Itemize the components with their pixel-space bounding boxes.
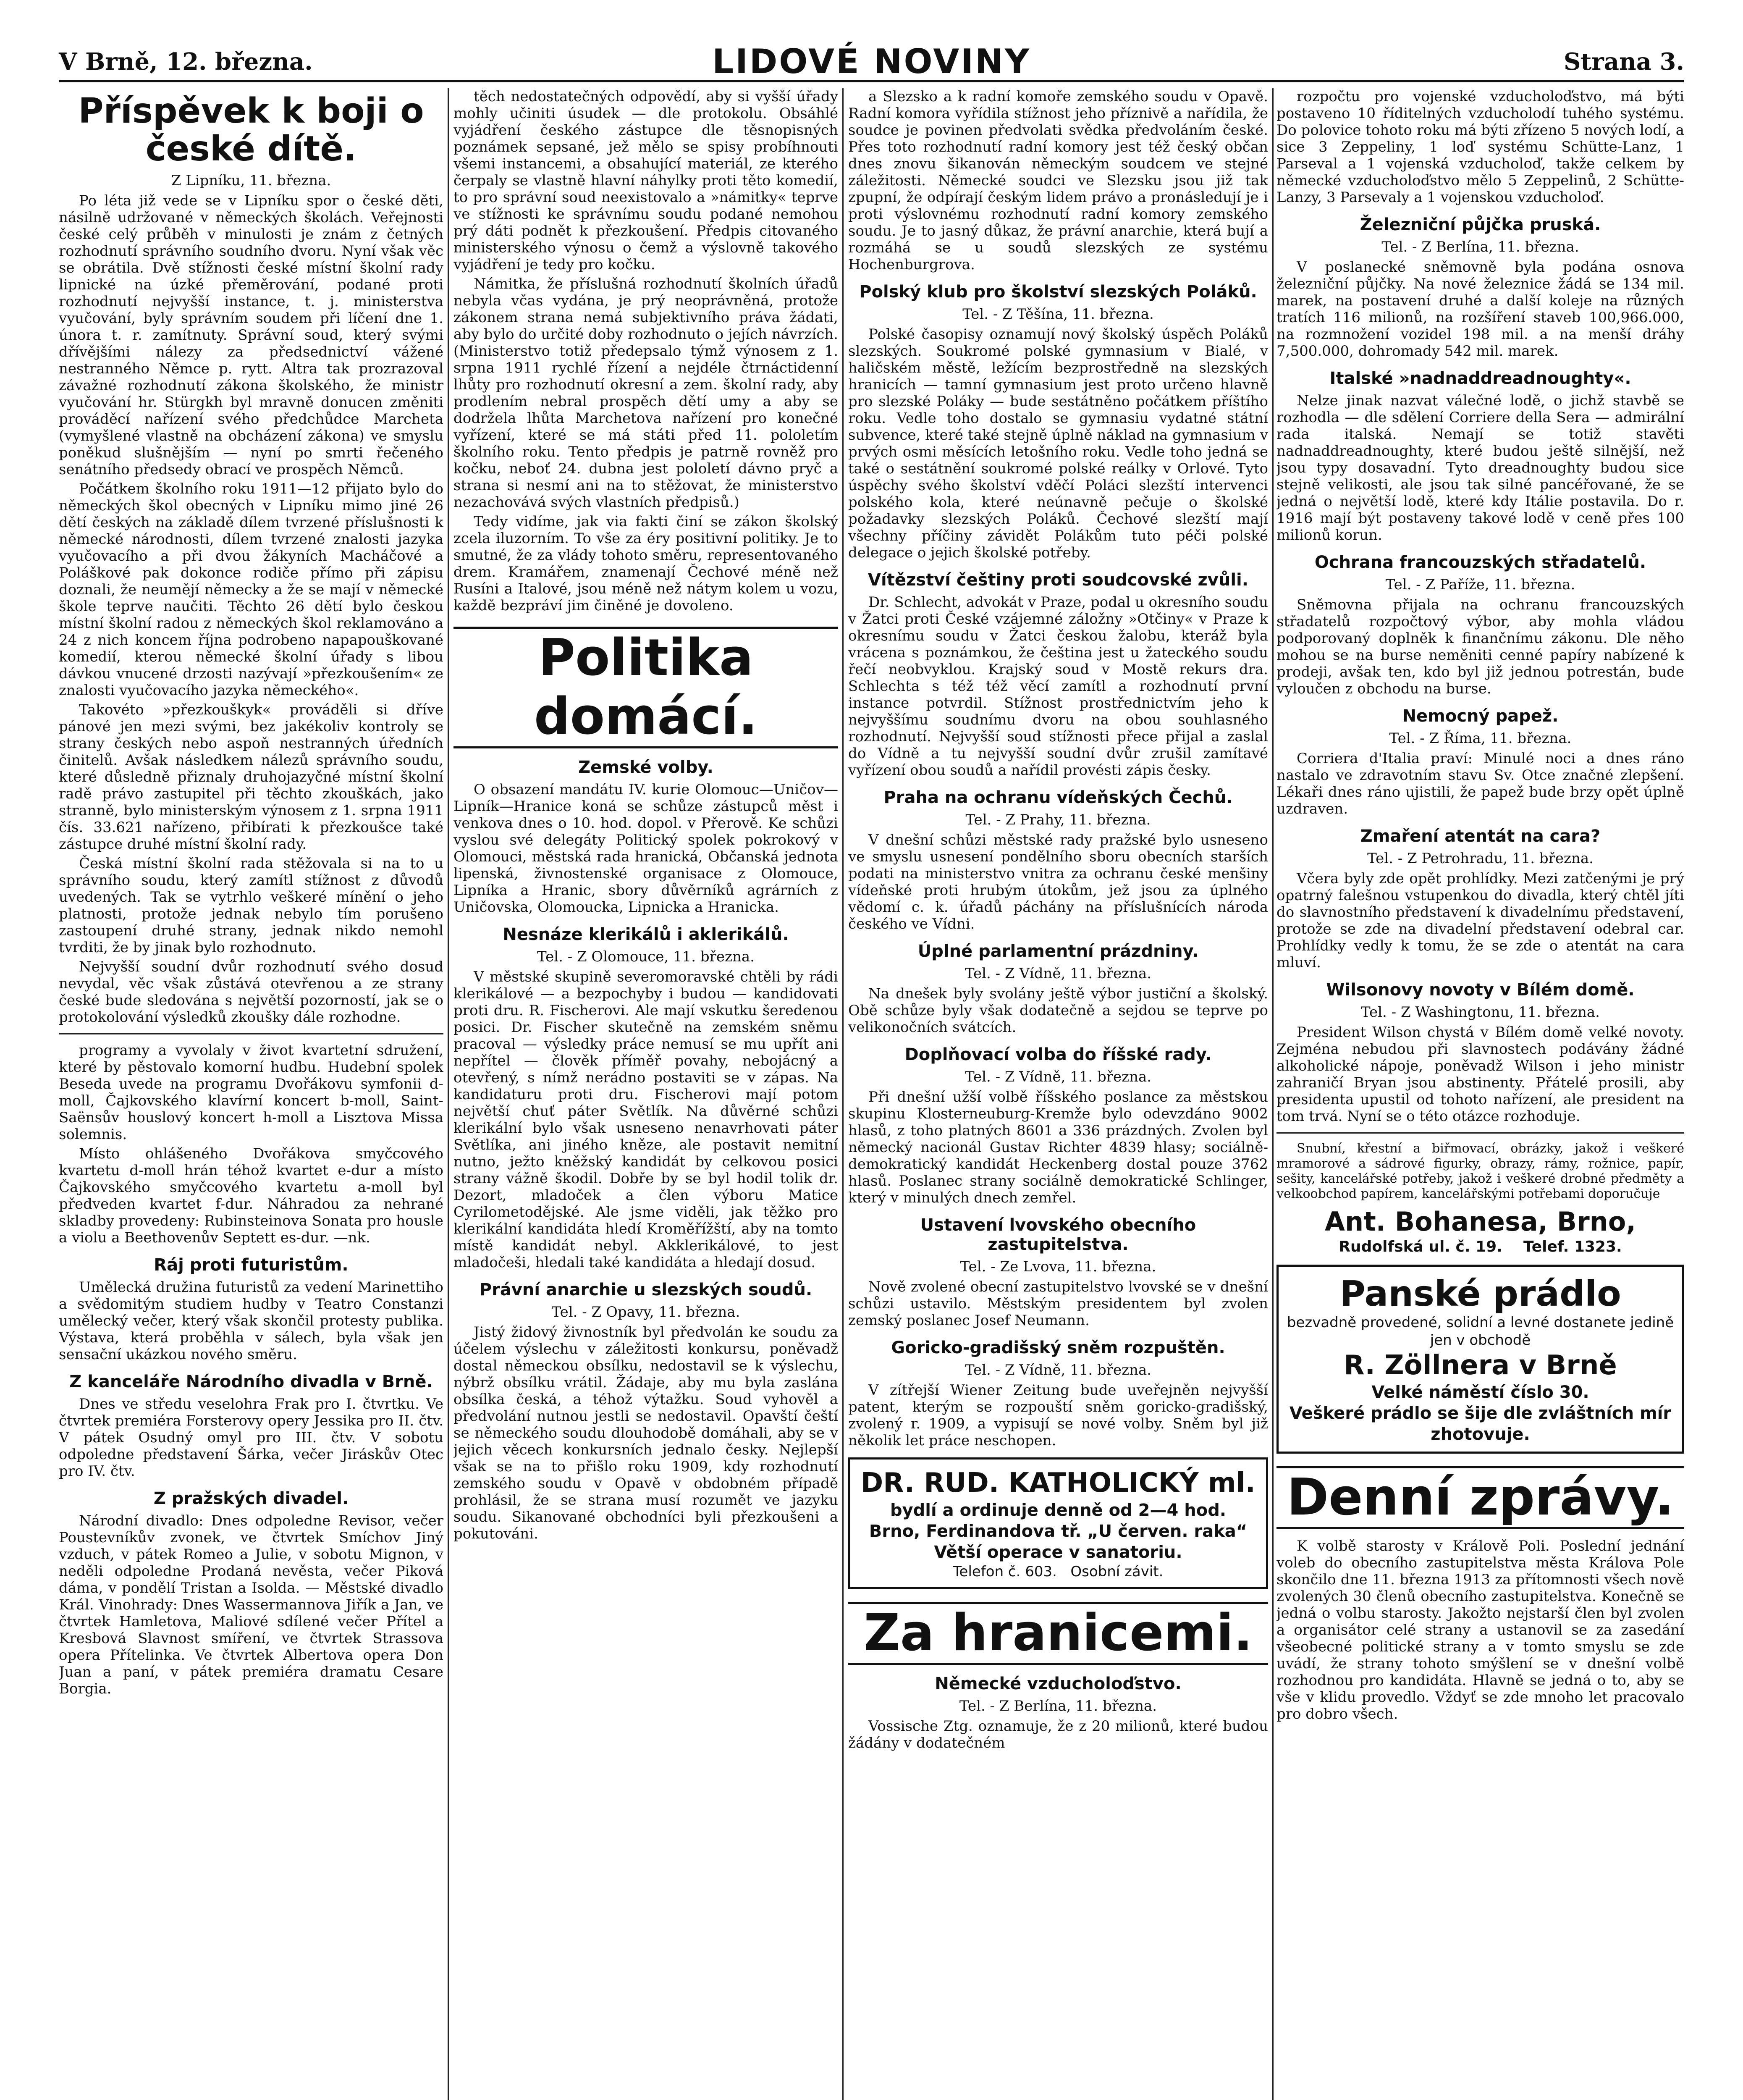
column-4	[1276, 88, 1684, 2100]
article-body	[848, 1382, 1268, 1449]
paragraph: rozpočtu pro vojenské vzducholoďstvo, má býti postaveno 10 říditelných vzducholodí tuhého systému. Do polovice tohoto roku má býti zřízeno 5 nových lodí, a sice 3 Zeppeliny, 1 loď systému Schütte-Lanz, 1 Parseval a 1 vojenská vzducholoď, takže celkem by německé vzducholoďstvo mělo 5 Zeppelinů, 2 Schütte-Lanzy, 3 Parsevaly a 1 vojenskou vzducholoď.	[1276, 88, 1684, 206]
ad-note: Veškeré prádlo se šije dle zvláštních mír zhotovuje.	[1289, 1404, 1672, 1444]
article-headline: Zmaření atentát na cara?	[1360, 827, 1601, 846]
article-dateline: Tel. - Z Těšína, 11. března.	[962, 306, 1154, 323]
article-dateline: Tel. - Z Petrohradu, 11. března.	[1367, 850, 1594, 867]
article-dateline: Tel. - Z Paříže, 11. března.	[1385, 576, 1575, 593]
masthead-title: LIDOVÉ NOVINY	[712, 42, 1031, 81]
article-body	[1276, 1024, 1684, 1125]
column-rule	[842, 88, 844, 2100]
article-body	[848, 1278, 1268, 1329]
article-headline: Praha na ochranu vídeňských Čechů.	[883, 788, 1233, 807]
paragraph: a Slezsko a k radní komoře zemského soudu v Opavě. Radní komora vyřídila stížnost jeho příznivě a nařídila, že soudce je povinen předvolati svědka předvoláním české. Přes toto rozhodnutí radní komory jest též český občan dnes znovu šikanován německým soudcem ve stejné záležitosti. Německé soudci ve Slezsku jsou již tak zpupní, že odpírají českým lidem právo a pronásledují je i proti výslovnému rozhodnutí radní komory zemského soudu. Je to jasný důkaz, že právní anarchie, která bují a rozmáhá se u soudů slezských ze systému Hochenburgrova.	[848, 88, 1268, 273]
article-headline: Nemocný papež.	[1402, 706, 1559, 726]
article-body	[1276, 870, 1684, 971]
article-body	[59, 1396, 443, 1480]
paragraph: V dnešní schůzi městské rady pražské bylo usneseno ve smyslu usnesení pondělního sboru obecních starších podati na ministerstvo vnitra za ochranu české menšiny vídeňské proti hrubým útokům, jež jsou za úplného vědomí c. k. úřadů páchány na příslušnících národa českého ve Vídni.	[848, 832, 1268, 932]
ad-phone: Telef. 1323.	[1523, 1238, 1622, 1255]
article-body	[59, 1279, 443, 1363]
ad-text: Snubní, křestní a biřmovací, obrázky, jakož i veškeré mramorové a sádrové figurky, obrazy, rámy, rožnice, papír, sešity, kancelářské potřeby, jakož i veškeré drobné předměty a velkoobchod papírem, kancelářskými potřebami doporučuje	[1276, 1141, 1684, 1201]
paragraph: V poslanecké sněmovně byla podána osnova železniční půjčky. Na nové železnice žádá se 134 mil. marek, na postavení druhé a další koleje na různých tratích 116 milionů, na rozšíření staveb 100,966.000, na rozmnožení vozidel 198 mil. a na menší dráhy 7,500.000, dohromady 542 mil. marek.	[1276, 259, 1684, 360]
paragraph: Nelze jinak nazvat válečné lodě, o jichž stavbě se rozhodla — dle sdělení Corriere della Sera — admirální rada italská. Nemají se totiž stavěti nadnaddreadnoughty, které budou ještě silnější, než jsou typy dosavadní. Tyto dreadnoughty budou sice stejně velikosti, ale jsou tak silné pancéřované, že se jedná o největší lodě, které kdy Itálie postavila. Do r. 1916 mají být postaveny takové lodě v ceně přes 100 milionů korun.	[1276, 392, 1684, 543]
paragraph: Corriera d'Italia praví: Minulé noci a dnes ráno nastalo ve zdravotním stavu Sv. Otce značné zlepšení. Lékaři dnes ráno ujistili, že papež bude brzy opět úplně uzdraven.	[1276, 750, 1684, 817]
paragraph: Včera byly zde opět prohlídky. Mezi zatčenými je prý opatrný falešnou vstupenkou do divadla, který chtěl jíti do slavnostního představení k divadelnímu představení, protože se zde na divadelní představení odebral car. Prohlídky vedly k tomu, že se zde o atentát na cara mluví.	[1276, 870, 1684, 971]
article-headline: Ustavení lvovského obecního zastupitelstva.	[920, 1215, 1196, 1254]
paragraph: V městské skupině severomoravské chtěli by rádi klerikálové — a bezpochyby i budou — kandidovati proti dru. R. Fischerovi. Ale mají vskutku šeredenou posici. Dr. Fischer skutečně na zemském sněmu pracoval — výsledky práce nemusí se mu upřít ani nepřítel — člověk příměř povahy, nebojácný a otevřený, s nímž nerádno postaviti se v zápas. Na kandidaturu proti dru. Fischerovi mají potom největší chuť páter Světlík. Na důvěrné schůzi klerikální bylo však usneseno nenavrhovati páter Světlíka, ani jiného kněze, ale postavit nemitní nutno, ježto kněžský kandidát by celkovou posici strany vážně škodil. Dobře by se byl hodil tolik dr. Dezort, mladoček a člen výboru Matice Cyrilometodějské. Ale jsme viděli, jak těžko pro klerikální kandidáta hledí Kroměřížští, aby na tomto místě kandidát nebyl. Akklerikálové, to jest mladočeši, hledali také kandidáta a hledají dosud.	[453, 969, 838, 1271]
article-body	[848, 326, 1268, 561]
column-rule	[1272, 88, 1274, 2100]
paragraph: Po léta již vede se v Lipníku spor o české děti, násilně udržované v německých školách. Veřejnosti české celý průběh v minulosti je znám z četných rozhodnutí správního soudního dvoru. Nyní však věc se obrátila. Dvě stížnosti české místní školní rady lipnické na úzké přeměrování, podané proti rozhodnutí nejvyšší instance, t. j. ministerstva vyučování, byly správním soudem při líčení dne 1. února t. r. zamítnuty. Správní soud, který svými dřívějšími nálezy za předsednictví vážené nestranného Němce p. rytt. Altra tak prozrazoval závažné rozhodnutí zákona školského, že ministr vyučování hr. Stürgkh byl mravně donucen změniti prováděcí nařízení svého předchůdce Marcheta (vymyšlené vlastně na obcházení zákona) ve smyslu poněkud slušnějším — nyní po smrti řečeného senátního předsedy obrací ve prospěch Němců.	[59, 192, 443, 478]
article-body	[848, 832, 1268, 932]
article-body	[1276, 259, 1684, 360]
article-body	[848, 594, 1268, 779]
article-body	[1276, 1538, 1684, 1722]
article-dateline: Tel. - Z Říma, 11. března.	[1389, 730, 1572, 747]
article-dateline: Tel. - Z Vídně, 11. března.	[965, 1068, 1152, 1085]
linen-advertisement	[1276, 1265, 1684, 1454]
paragraph: Vossische Ztg. oznamuje, že z 20 milionů, které budou žádány v dodatečném	[848, 1718, 1268, 1751]
article-body	[848, 1089, 1268, 1206]
article-dateline: Tel. - Z Vídně, 11. března.	[965, 965, 1152, 982]
ad-address: Rudolfská ul. č. 19.	[1339, 1238, 1502, 1255]
stationery-ad-firm	[1276, 1206, 1684, 1256]
article-headline: Goricko-gradišský sněm rozpuštěn.	[891, 1338, 1225, 1357]
column-rule	[448, 88, 449, 2100]
article-dateline: Tel. - Z Vídně, 11. března.	[965, 1362, 1152, 1378]
ad-firm-name: R. Zöllnera v Brně	[1344, 1350, 1617, 1381]
article-headline: Wilsonovy novoty v Bílém domě.	[1326, 980, 1635, 1000]
article-dateline: Tel. - Z Prahy, 11. března.	[965, 811, 1151, 828]
ad-title: Panské prádlo	[1339, 1273, 1621, 1314]
ad-address-line	[1276, 1238, 1684, 1256]
article-body	[453, 781, 838, 916]
paragraph: President Wilson chystá v Bílém domě velké novoty. Zejména nebudou při slavnostech podávány žádné alkoholické nápoje, poněvadž Wilson i jeho ministr zahraničí Bryan jsou abstinenty. Přátelé prosili, aby presidenta upustil od tohoto nařízení, ale president na tom trvá. Nyní se o této otázce rozhoduje.	[1276, 1024, 1684, 1125]
paragraph: Sněmovna přijala na ochranu francouzských střadatelů rozpočtový výbor, aby mohla vládou podporovaný doplněk k finančnímu zákonu. Dle něho mohou se na burse neměniti cenné papíry nabízené k prodeji, avšak ten, kdo byl již jednou potrestán, bude vyloučen z obchodu na burse.	[1276, 596, 1684, 697]
article-headline: Italské »nadnaddreadnoughty«.	[1329, 369, 1631, 388]
article-body	[453, 969, 838, 1271]
paragraph: Česká místní školní rada stěžovala si na to u správního soudu, který zamítl stížnost z důvodů uvedených. Tak se vytrhlo veškeré mínění o jeho platnosti, protože jednak nebylo tím porušeno zastoupení druhé strany, jednak nikdo nemohl tvrditi, že by jinak bylo rozhodnuto.	[59, 855, 443, 956]
paragraph: Umělecká družina futuristů za vedení Marinettiho a svědomitým studiem hudby v Teatro Constanzi umělecký večer, který však skončil protesty publika. Výstava, která proběhla v sálech, byla však jen sensační ukázkou nového směru.	[59, 1279, 443, 1363]
article-headline: Právní anarchie u slezských soudů.	[479, 1280, 813, 1299]
ad-line	[857, 1563, 1259, 1580]
article-headline: Ráj proti futuristům.	[154, 1255, 349, 1275]
article-headline: Příspěvek k boji o české dítě.	[78, 91, 424, 169]
ad-address: Velké náměstí číslo 30.	[1371, 1383, 1589, 1402]
section-title: Denní zprávy.	[1276, 1466, 1684, 1529]
article-dateline: Tel. - Z Olomouce, 11. března.	[537, 948, 755, 965]
paragraph: těch nedostatečných odpovědí, aby si vyšší úřady mohly učiniti úsudek — dle protokolu. Obsáhlé vyjádření českého zástupce dle těsnopisných poznámek sepsané, jež mělo se spisy probíhnouti všemi instancemi, a obsahující materiál, ze kterého čerpaly se vlastně hlavní náhylky proti těto komedií, to pro správní soud neexistovalo a »námitky« teprve ve stížnosti ke správnímu soudu podané nemohou prý dáti podnět k přezkoušení. Předpis citovaného ministerského výnosu o čemž a výslovně takového vyjádření je tedy pro kočku.	[453, 88, 838, 273]
ad-line: Větší operace v sanatoriu.	[934, 1543, 1182, 1562]
page-header	[59, 42, 1684, 82]
paragraph: programy a vyvolaly v život kvartetní sdružení, které by pěstovalo komorní hudbu. Hudební spolek Beseda uvede na programu Dvořákovu symfonii d-moll, Čajkovského klavírní koncert b-moll, Saint-Saënsův houslový koncert h-moll a Lisztova Missa solemnis.	[59, 1042, 443, 1143]
article-headline: Nesnáze klerikálů i aklerikálů.	[503, 925, 789, 944]
article-headline: Z pražských divadel.	[153, 1489, 349, 1508]
ad-title: DR. RUD. KATHOLICKÝ ml.	[861, 1467, 1255, 1499]
section-title: Za hranicemi.	[848, 1602, 1268, 1665]
paragraph: O obsazení mandátu IV. kurie Olomouc—Uničov—Lipník—Hranice koná se schůze zástupců měst i venkova dnes o 10. hod. dopol. v Přerově. Ke schůzi vyslou své delegáty Politický spolek pokrokový v Olomouci, městská rada hranická, Občanská jednota lipenská, živnostenské organisace z Olomouce, Lipníka a Hranic, sbory důvěrníků agrárních z Uničovska, Olomoucka, Lipnicka a Hranicka.	[453, 781, 838, 916]
article-dateline: Tel. - Ze Lvova, 11. března.	[960, 1258, 1156, 1275]
paragraph: Počátkem školního roku 1911—12 přijato bylo do německých škol obecných v Lipníku mimo jiné 26 dětí českých na základě dílem tvrzené příslušnosti k německé národnosti, dílem tvrzené znalosti jazyka vyučovacího a při dvou žákyních Macháčové a Poláškové pak dokonce rodiče přímo při zápisu doznali, že neumějí německy a že se mají v německé škole teprve naučiti. Těchto 26 dětí bylo českou místní školní radou z německých škol reklamováno a 24 z nich koncem října podrobeno napapouškované komedií, kterou německé školní úřady s libou dávkou vnucené drzosti nazývají »přezkoušením« ze znalosti vyučovacího jazyka německého«.	[59, 480, 443, 699]
section-divider	[59, 1033, 443, 1034]
article-body	[848, 985, 1268, 1036]
paragraph: Dr. Schlecht, advokát v Praze, podal u okresního soudu v Žatci proti České vzájemné záložny »Otčiny« v Praze k okresnímu soudu v Žatci českou žalobu, kteráž byla vrácena s poznámkou, že čeština jest u žateckého soudu řečí neobvyklou. Krajský soud v Mostě rekurs dra. Schlechta s též též věcí zamítl a rozhodnutí první instance potvrdil. Stížnost prostřednictvím jeho k nejvyššímu soudnímu dvoru na obou souhlasného rozhodnutí. Nejvyšší soud stížnosti přece přijal a zaslal do Vídně a tu nejvyšší soudní dvůr zrušil zamítavé vyřízení obou soudů a nařídil provésti zápis česky.	[848, 594, 1268, 779]
column-3	[848, 88, 1268, 2100]
paragraph: Takovéto »přezkouškyk« prováděli si dříve pánové jen mezi svými, bez jakékoliv kontroly se strany českých nebo aspoň nestranných úředních činitelů. Avšak následkem nálezů správního soudu, které důsledně přiznaly druhojazyčné místní školní radě právo zastupitel při těchto zkouškách, jako stranně, bylo ministerským výnosem z 1. srpna 1911 čís. 33.621 nařízeno, přibírati k přezkoušce také zástupce druhé místní školní rady.	[59, 701, 443, 853]
paragraph: Nově zvolené obecní zastupitelstvo lvovské se v dnešní schůzi ustavilo. Městským presidentem byl zvolen zemský poslanec Josef Neumann.	[848, 1278, 1268, 1329]
ad-firm-name: Ant. Bohanesa, Brno,	[1325, 1206, 1636, 1237]
paragraph: K volbě starosty v Králově Poli. Poslední jednání voleb do obecního zastupitelstva města Králova Pole skončilo dne 11. března 1913 za přítomnosti všech nově zvolených 30 členů obecního zastupitelstva. Konečně se jedná o volbu starosty. Jakožto nejstarší člen byl zvolen a organisátor celé strany a ustanovil se za zasedání všeobecné politické strany a v tomto smyslu se zde uvádí, že strany tohoto smýšlení se v dnešní volbě rozhodnou pro kandidáta. Hlavně se jedná o to, aby se vše v klidu provedlo. Vždyť se zde mnoho let pracovalo pro dobro všech.	[1276, 1538, 1684, 1722]
section-divider	[1276, 1132, 1684, 1134]
doctor-advertisement	[848, 1457, 1268, 1589]
issue-date: V Brně, 12. března.	[59, 48, 313, 76]
article-body	[1276, 596, 1684, 697]
article-body	[1276, 750, 1684, 817]
article-body	[453, 1324, 838, 1542]
article-dateline: Z Lipníku, 11. března.	[171, 172, 331, 189]
article-body	[59, 1512, 443, 1697]
paragraph: Tedy vidíme, jak via fakti činí se zákon školský zcela iluzorním. To vše za éry positivní politiky. Je to smutné, že za vlády tohoto směru, representovaného drem. Kramářem, znamenají Čechové méně než Rusíni a Italové, jsou méně než nátym kolem u vozu, každě bezpráví jim činěné je dovoleno.	[453, 513, 838, 614]
article-headline: Z kanceláře Národního divadla v Brně.	[69, 1372, 433, 1391]
paragraph: Polské časopisy oznamují nový školský úspěch Poláků slezských. Soukromé polské gymnasium v Bialé, v haličském městě, ležícím bezprostředně na slezských hranicích — tamní gymnasium jest proto určeno hlavně pro slezské Poláky — bude sestátněno počátkem příštího roku. Vedle toho dostalo se gymnasiu vydatné státní subvence, které také stejně úplně náklad na gymnasium v prvých osmi měsících letošního roku. Vedle toho jedná se také o sestátnění soukromé polské reálky v Orlové. Tyto úspěchy svého školství vděčí Poláci slezští intervenci polského kola, které neúnavně pečuje o školské požadavky slezských Poláků. Čechové slezští mají všechny příčiny závidět Polákům tuto péči polské delegace o jejich školské potřeby.	[848, 326, 1268, 561]
ad-line: Brno, Ferdinandova tř. „U červen. raka“	[869, 1522, 1248, 1541]
section-title: Politika domácí.	[453, 627, 838, 748]
article-headline: Doplňovací volba do říšské rady.	[904, 1045, 1212, 1064]
column-1	[59, 88, 443, 2100]
article-headline: Železniční půjčka pruská.	[1360, 215, 1601, 234]
article-dateline: Tel. - Z Opavy, 11. března.	[551, 1304, 740, 1320]
paragraph: Námitka, že příslušná rozhodnutí školních úřadů nebyla včas vydána, je prý neoprávněná, protože zákonem strana nemá subjektivního práva žádati, aby bylo do určité doby rozhodnuto o jejích návrzích. (Ministerstvo totiž předepsalo týmž výnosem z 1. srpna 1911 rychlé řízení a nejdéle čtrnáctidenní lhůty pro rozhodnutí okresní a zem. školní rady, aby prodlením nebral prospěch dětí umy a aby se dodržela lhůta Marchetova nařízení pro konečné vyřízení, které se má státi před 11. pololetím školního roku. Tento předpis je patrně rovněž pro kočku, neboť 24. dubna jest pololetí dávno pryč a strana si nesmí ani na to stěžovat, že ministerstvo nezachovává svých vlastních předpisů.)	[453, 276, 838, 511]
paragraph: Místo ohlášeného Dvořákova smyčcového kvartetu d-moll hrán téhož kvartet e-dur a místo Čajkovského smyčcového kvartetu a-moll byl předveden kvartet f-dur. Náhradou za nehrané skladby provedeny: Rubinsteinova Sonata pro housle a violu a Beethovenův Septett es-dur. —nk.	[59, 1145, 443, 1246]
music-article	[59, 1042, 443, 1246]
paragraph: Při dnešní užší volbě říšského poslance za městskou skupinu Klosterneuburg-Kremže bylo odevzdáno 9002 hlasů, z toho platných 8601 a 336 prázdných. Zvolen byl německý nacionál Gustav Richter 4839 hlasy; sociálně-demokratický kandidát Heckenberg dostal pouze 3762 hlasů. Poslanec strany sociálně demokratické Schlinger, který v minulých dnech zemřel.	[848, 1089, 1268, 1206]
article-dateline: Tel. - Z Washingtonu, 11. března.	[1361, 1004, 1600, 1021]
article-body	[453, 88, 838, 614]
article-headline: Ochrana francouzských střadatelů.	[1314, 553, 1646, 572]
paragraph: Dnes ve středu veselohra Frak pro I. čtvrtku. Ve čtvrtek premiéra Forsterovy opery Jessika pro II. čtv. V pátek Osudný omyl pro III. čtv. V sobotu odpoledne představení Šárka, večer Jiráskův Otec pro IV. čtv.	[59, 1396, 443, 1480]
ad-phone: Telefon č. 603.	[953, 1563, 1057, 1580]
article-body	[1276, 392, 1684, 543]
article-body	[848, 88, 1268, 273]
article-body	[848, 1718, 1268, 1751]
article-headline: Německé vzducholoďstvo.	[935, 1674, 1182, 1693]
article-headline: Úplné parlamentní prázdniny.	[917, 942, 1199, 961]
paragraph: V zítřejší Wiener Zeitung bude uveřejněn nejvyšší patent, kterým se rozpouští sněm goricko-gradišský, zvolený r. 1909, a vypisují se nové volby. Sněm byl již několik let práce neschopen.	[848, 1382, 1268, 1449]
column-2	[453, 88, 838, 2100]
article-dateline: Tel. - Z Berlína, 11. března.	[959, 1698, 1157, 1714]
ad-subtitle: bezvadně provedené, solidní a levné dostanete jedině jen v obchodě	[1287, 1314, 1674, 1349]
stationery-advertisement	[1276, 1141, 1684, 1202]
paragraph: Na dnešek byly svolány ještě výbor justiční a školský. Obě schůze byly však dodatečně a sejdou se teprve po velikonočních svátcích.	[848, 985, 1268, 1036]
article-headline: Polský klub pro školství slezských Poláků.	[859, 282, 1257, 302]
paragraph: Jistý židový živnostník byl předvolán ke soudu za účelem výslechu v záležitosti konkursu, poněvadž dostal německou obsílku, nedostavil se k výslechu, nýbrž obsílku vrátil. Žádaje, aby mu byla zaslána obsílka česká, a téhož výtažku. Soud vyhověl a předvolání nutnou jestli se nedostavil. Opavští čeští se německého soudu dlouhodobě domáhali, aby se v jejich věcech konkursních jednalo česky. Nejlepší však se na to přišlo roku 1909, kdy rozhodnutí zemského soudu v Opavě v obdobném případě prohlásil, že se strana musí rozumět ve jazyku soudu. Sikanované obchodníci byli přezkoušeni a pokutováni.	[453, 1324, 838, 1542]
article-body	[1276, 88, 1684, 206]
ad-note: Osobní závit.	[1070, 1563, 1164, 1580]
article-dateline: Tel. - Z Berlína, 11. března.	[1381, 239, 1579, 255]
article-headline: Vítězství češtiny proti soudcovské zvůli.	[868, 570, 1248, 590]
paragraph: Národní divadlo: Dnes odpoledne Revisor, večer Poustevníkův zvonek, ve čtvrtek Smíchov Jiný vzduch, v pátek Romeo a Julie, v sobotu Mignon, v neděli odpoledne Prodaná nevěsta, večer Piková dáma, v pondělí Tristan a Isolda. — Městské divadlo Král. Vinohrady: Dnes Wassermannova Jiřík a Jan, ve čtvrtek Hamletova, Maliové sdílené večer Přítel a Kresbová Slavnost smíření, ve čtvrtek Strassova opera Přítelinka. Ve čtvrtek Albertova opera Don Juan a paní, v pátek premiéra dramatu Cesare Borgia.	[59, 1512, 443, 1697]
article-body	[59, 192, 443, 1026]
article-headline: Zemské volby.	[578, 758, 713, 777]
paragraph: Nejvyšší soudní dvůr rozhodnutí svého dosud nevydal, věc však zůstává otevřenou a ze strany české bude sledována s největší pozorností, jak se o protokolování výsledků zkoušky dále rozhodne.	[59, 958, 443, 1026]
ad-line: bydlí a ordinuje denně od 2—4 hod.	[890, 1501, 1227, 1520]
page-number: Strana 3.	[1563, 48, 1684, 76]
